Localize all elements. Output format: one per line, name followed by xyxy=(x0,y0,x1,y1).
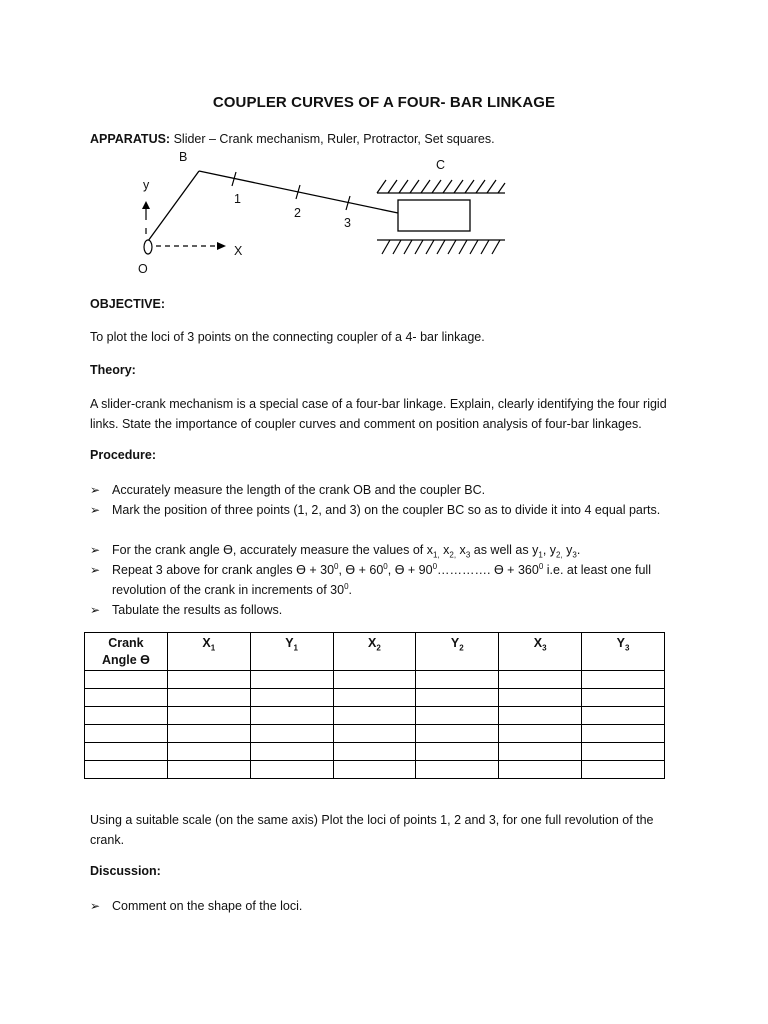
table-cell xyxy=(333,743,416,761)
x-axis-arrowhead xyxy=(217,242,226,250)
table-cell xyxy=(250,761,333,779)
header-crank-angle: Crank Angle ϴ xyxy=(85,633,168,671)
table-cell xyxy=(582,725,665,743)
table-cell xyxy=(416,743,499,761)
apparatus-text: Slider – Crank mechanism, Ruler, Protractor, Set squares. xyxy=(173,132,495,146)
label-y: y xyxy=(143,178,150,192)
table-cell xyxy=(499,671,582,689)
table-cell xyxy=(85,689,168,707)
label-point-2: 2 xyxy=(294,206,301,220)
discussion-heading: Discussion: xyxy=(90,864,161,878)
table-cell xyxy=(333,671,416,689)
page-title: COUPLER CURVES OF A FOUR- BAR LINKAGE xyxy=(212,94,556,111)
objective-heading: OBJECTIVE: xyxy=(90,297,166,311)
table-cell xyxy=(167,725,250,743)
table-cell xyxy=(85,761,168,779)
table-cell xyxy=(416,689,499,707)
table-cell xyxy=(85,743,168,761)
results-table xyxy=(84,632,665,779)
slider-crank-diagram xyxy=(0,0,768,290)
bottom-guide-hatching xyxy=(382,240,500,254)
table-cell xyxy=(167,743,250,761)
procedure-step-1: ➢ Accurately measure the length of the crank OB and the coupler BC. xyxy=(112,480,682,500)
table-cell xyxy=(416,707,499,725)
table-cell xyxy=(333,761,416,779)
table-cell xyxy=(333,689,416,707)
label-o: O xyxy=(138,262,148,276)
table-cell xyxy=(333,725,416,743)
table-cell xyxy=(167,761,250,779)
table-cell xyxy=(85,707,168,725)
procedure-step-3: ➢ For the crank angle ϴ, accurately measure the values of $x_{1,}$ $x_{2,}$ $x_3$ as well as $y_1$, $y_{2,}$ $y_3$. xyxy=(112,540,682,560)
procedure-heading: Procedure: xyxy=(90,448,156,462)
header-x3: $X_3$ xyxy=(499,633,582,671)
table-cell xyxy=(499,725,582,743)
table-row xyxy=(85,761,665,779)
header-x2: $X_2$ xyxy=(333,633,416,671)
slider-block xyxy=(398,200,470,231)
crank-ob xyxy=(148,171,199,241)
table-cell xyxy=(167,671,250,689)
table-cell xyxy=(416,671,499,689)
label-point-1: 1 xyxy=(234,192,241,206)
theory-heading: Theory: xyxy=(90,363,136,377)
table-cell xyxy=(499,761,582,779)
table-cell xyxy=(250,671,333,689)
table-cell xyxy=(250,743,333,761)
theory-text: A slider-crank mechanism is a special case of a four-bar linkage. Explain, clearly identifying the four rigid links. State the importance of coupler curves and comment on position analysis of four-bar linkages. xyxy=(90,397,667,431)
table-cell xyxy=(499,707,582,725)
table-cell xyxy=(499,689,582,707)
table-cell xyxy=(582,689,665,707)
table-cell xyxy=(582,671,665,689)
procedure-step-4: ➢ Repeat 3 above for crank angles $ϴ + 30^0$, $ϴ + 60^0$, $ϴ + 90^0\dots\dots\dots\dots$. $ϴ + 360^0$ i.e. at least one full revolution of the crank in increments of $30^0$. xyxy=(90,561,651,597)
table-cell xyxy=(250,725,333,743)
table-row xyxy=(85,689,665,707)
procedure-step-5: ➢ Tabulate the results as follows. xyxy=(112,600,682,620)
objective-text: To plot the loci of 3 points on the connecting coupler of a 4- bar linkage. xyxy=(90,330,485,344)
y-axis-arrowhead xyxy=(142,201,150,209)
table-cell xyxy=(582,743,665,761)
bullet-arrow-icon: ➢ xyxy=(90,483,101,497)
table-row xyxy=(85,671,665,689)
table-cell xyxy=(85,671,168,689)
header-y2: $Y_2$ xyxy=(416,633,499,671)
table-cell xyxy=(250,707,333,725)
table-header-row xyxy=(85,633,665,671)
header-y3: $Y_3$ xyxy=(582,633,665,671)
table-cell xyxy=(582,761,665,779)
procedure-step-2: ➢ Mark the position of three points (1, 2, and 3) on the coupler BC so as to divide it into 4 equal parts. xyxy=(112,500,682,520)
table-cell xyxy=(167,707,250,725)
bullet-arrow-icon: ➢ xyxy=(90,543,101,557)
table-cell xyxy=(416,761,499,779)
bullet-arrow-icon: ➢ xyxy=(90,603,101,617)
table-cell xyxy=(250,689,333,707)
table-cell xyxy=(333,707,416,725)
discussion-item: ➢ Comment on the shape of the loci. xyxy=(112,896,682,916)
pivot-o xyxy=(144,240,152,254)
label-c: C xyxy=(436,158,446,172)
apparatus-label: APPARATUS: xyxy=(90,132,171,146)
table-cell xyxy=(582,707,665,725)
table-cell xyxy=(167,689,250,707)
diagram-svg xyxy=(0,0,768,290)
bullet-arrow-icon: ➢ xyxy=(90,503,101,517)
table-row xyxy=(85,743,665,761)
table-row xyxy=(85,725,665,743)
label-b: B xyxy=(179,150,188,164)
header-y1: $Y_1$ xyxy=(250,633,333,671)
table-cell xyxy=(416,725,499,743)
top-guide-hatching xyxy=(377,180,505,193)
table-cell xyxy=(499,743,582,761)
label-x: X xyxy=(234,244,243,258)
plot-instruction: Using a suitable scale (on the same axis) Plot the loci of points 1, 2 and 3, for one full revolution of the crank. xyxy=(90,813,654,847)
table-cell xyxy=(85,725,168,743)
table-row xyxy=(85,707,665,725)
bullet-arrow-icon: ➢ xyxy=(90,563,101,577)
header-x1: $X_1$ xyxy=(167,633,250,671)
label-point-3: 3 xyxy=(344,216,351,230)
bullet-arrow-icon: ➢ xyxy=(90,899,101,913)
